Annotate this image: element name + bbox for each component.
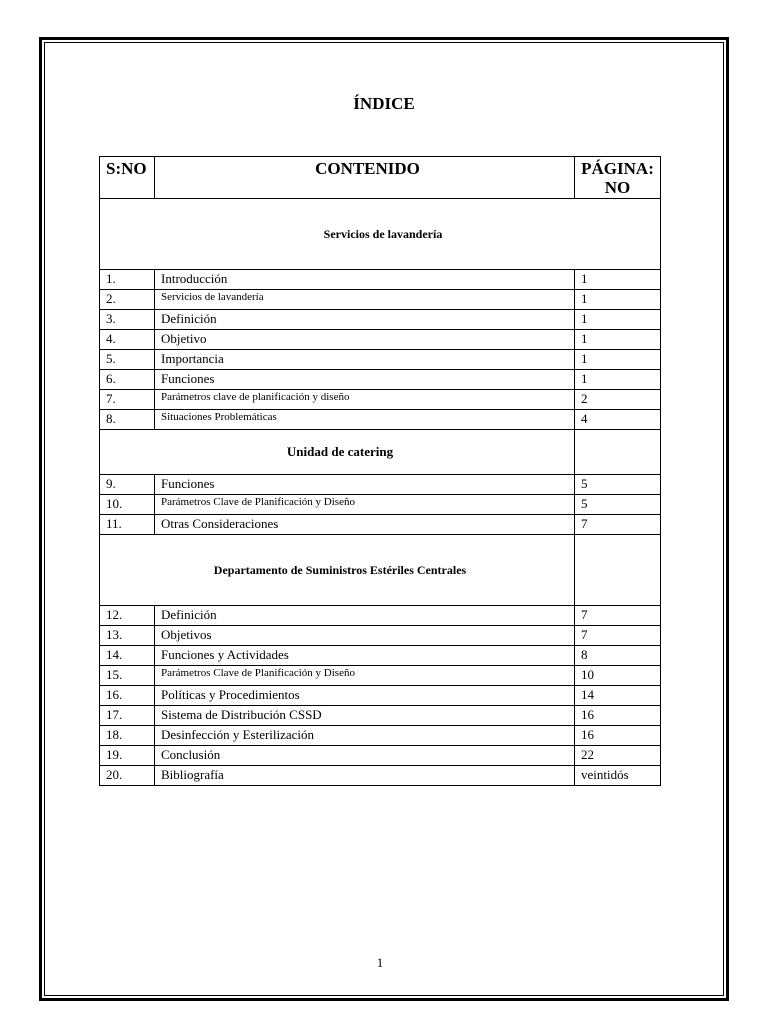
- table-header-row: [100, 157, 661, 199]
- row-content: Situaciones Problemáticas: [155, 410, 575, 430]
- row-content: Desinfección y Esterilización: [155, 726, 575, 746]
- row-page: 16: [575, 706, 661, 726]
- row-page: 22: [575, 746, 661, 766]
- table-row: [100, 330, 661, 350]
- table-row: [100, 410, 661, 430]
- row-number: 16.: [100, 686, 155, 706]
- header-sno: S:NO: [100, 157, 155, 199]
- row-page: 7: [575, 626, 661, 646]
- row-content: Parámetros clave de planificación y diseño: [155, 390, 575, 410]
- row-page: 7: [575, 606, 661, 626]
- row-number: 1.: [100, 270, 155, 290]
- row-page: 14: [575, 686, 661, 706]
- table-row: [100, 515, 661, 535]
- row-content: Objetivos: [155, 626, 575, 646]
- row-number: 6.: [100, 370, 155, 390]
- row-page: 1: [575, 350, 661, 370]
- row-content: Parámetros Clave de Planificación y Diseño: [155, 495, 575, 515]
- row-number: 8.: [100, 410, 155, 430]
- row-number: 5.: [100, 350, 155, 370]
- table-row: [100, 350, 661, 370]
- table-row: [100, 686, 661, 706]
- section-page-empty: [575, 430, 661, 475]
- row-page: 5: [575, 495, 661, 515]
- row-content: Bibliografía: [155, 766, 575, 786]
- row-page: 2: [575, 390, 661, 410]
- table-row: [100, 706, 661, 726]
- row-page: veintidós: [575, 766, 661, 786]
- row-number: 10.: [100, 495, 155, 515]
- row-content: Servicios de lavandería: [155, 290, 575, 310]
- section-page-empty: [575, 535, 661, 606]
- row-content: Definición: [155, 606, 575, 626]
- page-number: 1: [376, 955, 384, 970]
- table-row: [100, 310, 661, 330]
- section-title-cssd: Departamento de Suministros Estériles Centrales: [100, 535, 575, 606]
- row-page: 16: [575, 726, 661, 746]
- row-number: 13.: [100, 626, 155, 646]
- table-row: [100, 746, 661, 766]
- table-row: [100, 495, 661, 515]
- row-number: 15.: [100, 666, 155, 686]
- table-row: [100, 726, 661, 746]
- row-number: 18.: [100, 726, 155, 746]
- header-pagina: PÁGINA: NO: [575, 157, 661, 199]
- row-content: Otras Consideraciones: [155, 515, 575, 535]
- row-page: 1: [575, 290, 661, 310]
- row-page: 4: [575, 410, 661, 430]
- section-row: [100, 535, 661, 606]
- row-content: Funciones: [155, 475, 575, 495]
- row-content: Sistema de Distribución CSSD: [155, 706, 575, 726]
- row-number: 4.: [100, 330, 155, 350]
- table-row: [100, 370, 661, 390]
- row-page: 10: [575, 666, 661, 686]
- row-content: Parámetros Clave de Planificación y Diseño: [155, 666, 575, 686]
- row-content: Objetivo: [155, 330, 575, 350]
- row-number: 11.: [100, 515, 155, 535]
- row-content: Definición: [155, 310, 575, 330]
- table-row: [100, 646, 661, 666]
- table-row: [100, 766, 661, 786]
- page-title: ÍNDICE: [353, 94, 415, 113]
- row-number: 20.: [100, 766, 155, 786]
- table-row: [100, 290, 661, 310]
- row-content: Conclusión: [155, 746, 575, 766]
- section-row: [100, 199, 661, 270]
- row-number: 19.: [100, 746, 155, 766]
- row-page: 5: [575, 475, 661, 495]
- row-number: 9.: [100, 475, 155, 495]
- header-contenido: CONTENIDO: [155, 157, 575, 199]
- row-content: Importancia: [155, 350, 575, 370]
- table-row: [100, 626, 661, 646]
- row-page: 1: [575, 330, 661, 350]
- row-number: 3.: [100, 310, 155, 330]
- section-title-lavanderia: Servicios de lavandería: [100, 199, 661, 270]
- row-number: 7.: [100, 390, 155, 410]
- section-row: [100, 430, 661, 475]
- row-page: 1: [575, 270, 661, 290]
- row-number: 2.: [100, 290, 155, 310]
- row-page: 7: [575, 515, 661, 535]
- table-row: [100, 270, 661, 290]
- table-row: [100, 475, 661, 495]
- row-content: Políticas y Procedimientos: [155, 686, 575, 706]
- toc-table: [99, 156, 661, 786]
- row-content: Funciones: [155, 370, 575, 390]
- table-row: [100, 390, 661, 410]
- row-page: 1: [575, 310, 661, 330]
- row-page: 8: [575, 646, 661, 666]
- table-row: [100, 606, 661, 626]
- row-content: Funciones y Actividades: [155, 646, 575, 666]
- row-number: 17.: [100, 706, 155, 726]
- row-number: 12.: [100, 606, 155, 626]
- row-number: 14.: [100, 646, 155, 666]
- table-row: [100, 666, 661, 686]
- section-title-catering: Unidad de catering: [100, 430, 575, 475]
- row-page: 1: [575, 370, 661, 390]
- row-content: Introducción: [155, 270, 575, 290]
